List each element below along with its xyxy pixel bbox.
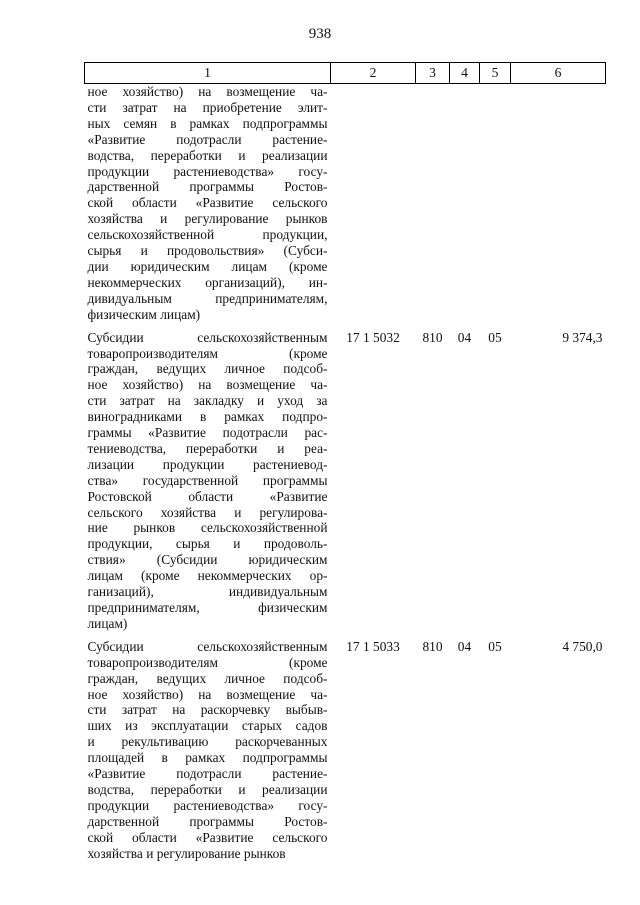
section-cell: 04	[457, 329, 472, 345]
description-line: хозяйства и регулирование рынков	[87, 845, 286, 861]
header-col-4: 4	[450, 63, 480, 84]
description-line: ской области «Развитие сельского	[87, 829, 328, 845]
description-line: продукции растениеводства» госу-	[87, 163, 328, 179]
description-line: ганизаций), индивидуальным	[87, 584, 328, 600]
description-line: водства, переработки и реализации	[87, 781, 328, 797]
amount-cell	[511, 84, 606, 323]
description-line: и рекультивацию раскорчеванных	[87, 734, 328, 750]
description-line: дии юридическим лицам (кроме	[87, 258, 328, 274]
description-line: «Развитие подотрасли растение-	[87, 131, 328, 147]
description-line: ное хозяйство) на возмещение ча-	[87, 377, 328, 393]
description-line: дарственной программы Ростов-	[87, 813, 328, 829]
description-line: Ростовской области «Развитие	[87, 488, 328, 504]
expense-type-cell	[416, 84, 450, 323]
description-line: тениеводства, переработки и реа-	[87, 440, 328, 456]
description-line: физическим лицам)	[87, 306, 201, 322]
row-description	[85, 330, 331, 632]
description-line: сельскохозяйственной продукции,	[87, 227, 328, 243]
amount-cell: 9 374,3	[562, 329, 603, 345]
header-col-5: 5	[480, 63, 511, 84]
section-cell: 04	[457, 638, 472, 654]
subsection-cell	[480, 84, 511, 323]
description-line: граждан, ведущих личное подсоб-	[87, 670, 328, 686]
description-line: предпринимателям, физическим	[87, 600, 328, 615]
description-line: Субсидии сельскохозяйственным	[87, 638, 328, 654]
description-line: сти затрат на приобретение элит-	[87, 99, 328, 115]
subsection-cell: 05	[488, 329, 502, 345]
budget-table	[84, 62, 606, 862]
header-col-1: 1	[85, 63, 331, 84]
subsection-cell: 05	[488, 638, 502, 654]
description-line: виноградниками в рамках подпро-	[87, 409, 328, 425]
description-line: ской области «Развитие сельского	[87, 195, 328, 211]
description-line: ное хозяйство) на возмещение ча-	[87, 84, 328, 99]
description-line: Субсидии сельскохозяйственным	[87, 329, 328, 345]
expense-type-cell: 810	[422, 329, 443, 345]
description-line: товаропроизводителям (кроме	[87, 345, 328, 361]
table-row	[85, 639, 606, 862]
description-line: лицам)	[87, 615, 128, 631]
header-col-6: 6	[511, 63, 606, 84]
description-line: ных семян в рамках подпрограммы	[87, 115, 328, 131]
table-header-row	[85, 63, 606, 84]
description-line: сырья и продовольствия» (Субси-	[87, 243, 328, 259]
table-body	[85, 84, 606, 862]
header-col-3: 3	[416, 63, 450, 84]
row-spacer	[85, 632, 606, 639]
description-line: лицам (кроме некоммерческих ор-	[87, 568, 328, 584]
target-code-cell	[331, 84, 416, 323]
target-code-cell: 17 1 5032	[346, 329, 400, 345]
target-code-cell: 17 1 5033	[346, 638, 400, 654]
description-line: площадей в рамках подпрограммы	[87, 750, 328, 766]
description-line: ства» государственной программы	[87, 472, 328, 488]
row-description	[85, 639, 331, 862]
description-line: ших из эксплуатации старых садов	[87, 718, 328, 734]
table-row	[85, 84, 606, 323]
description-line: водства, переработки и реализации	[87, 147, 328, 163]
table-row	[85, 330, 606, 632]
amount-cell: 4 750,0	[562, 638, 603, 654]
description-line: ние рынков сельскохозяйственной	[87, 520, 328, 536]
description-line: товаропроизводителям (кроме	[87, 654, 328, 670]
description-line: ствия» (Субсидии юридическим	[87, 552, 328, 568]
page-number: 938	[308, 26, 332, 42]
description-line: продукции растениеводства» госу-	[87, 797, 328, 813]
description-line: сельского хозяйства и регулирова-	[87, 504, 328, 520]
description-line: «Развитие подотрасли растение-	[87, 766, 328, 782]
description-line: хозяйства и регулирование рынков	[87, 211, 328, 227]
description-line: дарственной программы Ростов-	[87, 179, 328, 195]
description-line: лизации продукции растениевод-	[87, 456, 328, 472]
description-line: ное хозяйство) на возмещение ча-	[87, 686, 328, 702]
description-line: сти затрат на раскорчевку выбыв-	[87, 702, 328, 718]
section-cell	[450, 84, 480, 323]
expense-type-cell: 810	[422, 638, 443, 654]
header-col-2: 2	[331, 63, 416, 84]
description-line: сти затрат на закладку и уход за	[87, 393, 328, 409]
description-line: граждан, ведущих личное подсоб-	[87, 361, 328, 377]
row-description	[85, 84, 331, 323]
description-line: дивидуальным предпринимателям,	[87, 290, 328, 306]
description-line: некоммерческих организаций), ин-	[87, 274, 328, 290]
description-line: граммы «Развитие подотрасли рас-	[87, 425, 328, 441]
description-line: продукции, сырья и продоволь-	[87, 536, 328, 552]
row-spacer	[85, 323, 606, 330]
